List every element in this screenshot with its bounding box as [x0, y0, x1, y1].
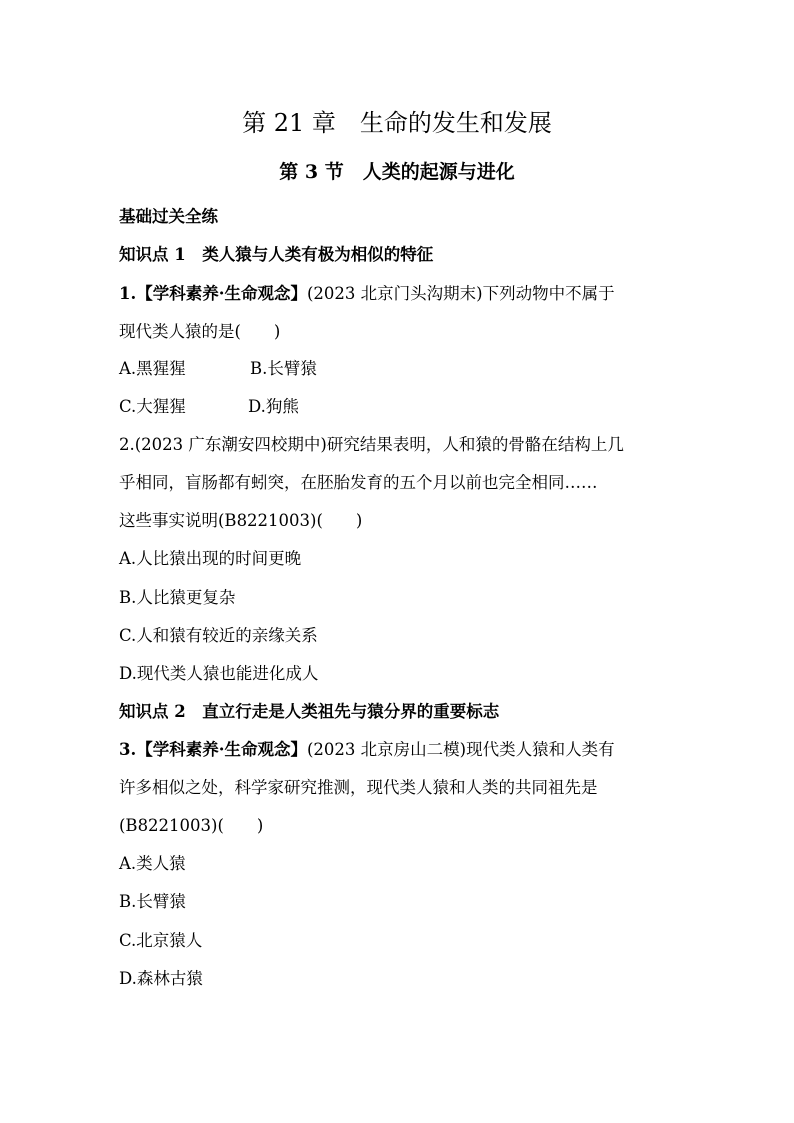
knowledge-point-title: 类人猿与人类有极为相似的特征 — [202, 245, 434, 264]
question-3-option-d: D.森林古猿 — [119, 969, 203, 988]
question-3-line-3: (B8221003)( ) — [119, 816, 264, 835]
question-3-option-b: B.长臂猿 — [119, 892, 186, 911]
option-a: A.黑猩猩 — [119, 359, 186, 378]
question-text: (2023 北京门头沟期末)下列动物中不属于 — [306, 284, 615, 303]
option-b: B.长臂猿 — [250, 359, 317, 378]
section-title: 第 3 节 人类的起源与进化 — [279, 161, 515, 183]
knowledge-point-title: 直立行走是人类祖先与猿分界的重要标志 — [202, 702, 500, 721]
question-3-option-c: C.北京猿人 — [119, 931, 203, 950]
knowledge-point-label: 知识点 1 — [119, 245, 186, 264]
chapter-title: 第 21 章 生命的发生和发展 — [242, 109, 552, 137]
question-tag: 3.【学科素养·生命观念】 — [119, 740, 307, 759]
question-2-line-1: 2.(2023 广东潮安四校期中)研究结果表明，人和猿的骨骼在结构上几 — [119, 435, 624, 454]
question-2-line-2: 乎相同，盲肠都有蚓突，在胚胎发育的五个月以前也完全相同…… — [119, 473, 598, 492]
option-d: D.狗熊 — [248, 397, 299, 416]
question-2-option-c: C.人和猿有较近的亲缘关系 — [119, 626, 318, 645]
question-1-line-1 — [119, 283, 615, 305]
option-c: C.大猩猩 — [119, 397, 186, 416]
knowledge-point-2 — [119, 701, 499, 723]
question-2-option-b: B.人比猿更复杂 — [119, 588, 236, 607]
question-3-line-2: 许多相似之处，科学家研究推测，现代类人猿和人类的共同祖先是 — [119, 778, 598, 797]
question-3-option-a: A.类人猿 — [119, 854, 186, 873]
question-2-option-d: D.现代类人猿也能进化成人 — [119, 664, 319, 683]
question-2-option-a: A.人比猿出现的时间更晚 — [119, 549, 302, 568]
question-text: (2023 北京房山二模)现代类人猿和人类有 — [306, 740, 615, 759]
knowledge-point-label: 知识点 2 — [119, 702, 186, 721]
question-1-options-row-2 — [119, 396, 299, 418]
question-1-options-row-1 — [119, 358, 317, 380]
question-tag: 1.【学科素养·生命观念】 — [119, 284, 307, 303]
question-2-line-3: 这些事实说明(B8221003)( ) — [119, 511, 363, 530]
question-3-line-1 — [119, 739, 615, 761]
question-1-line-2: 现代类人猿的是( ) — [119, 322, 281, 341]
knowledge-point-1 — [119, 244, 433, 266]
practice-heading: 基础过关全练 — [119, 207, 218, 226]
